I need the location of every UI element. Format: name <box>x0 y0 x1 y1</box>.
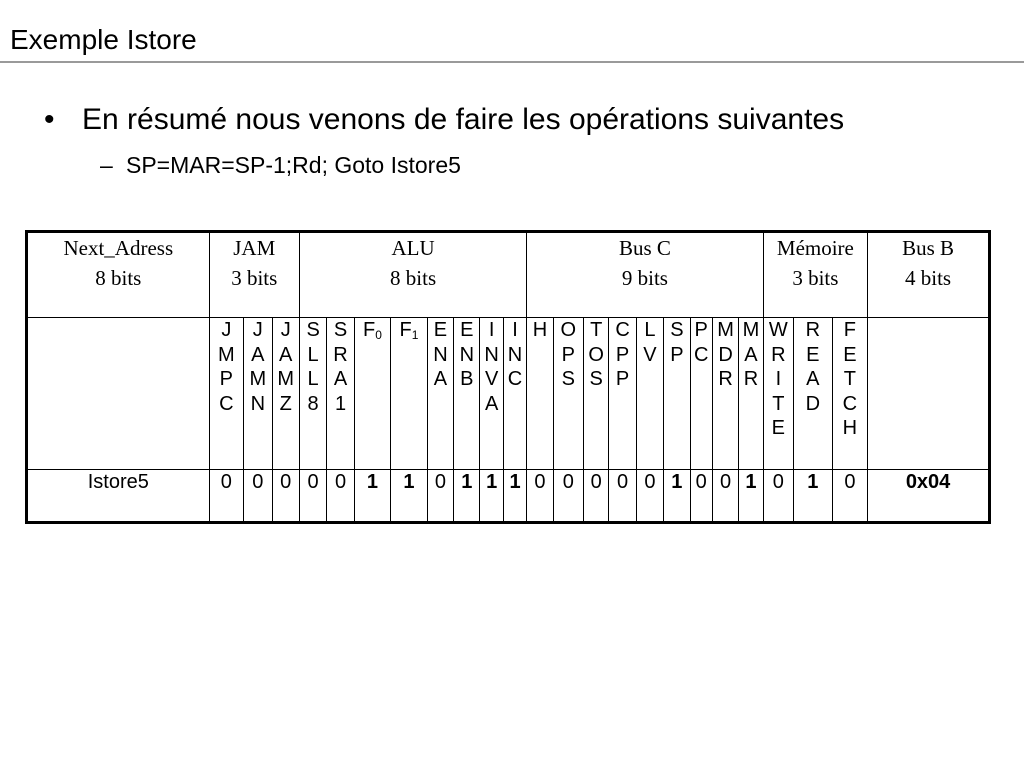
bit-name-letter: N <box>507 343 523 366</box>
bit-name-letter: M <box>249 368 267 390</box>
bit-name-letter: R <box>718 368 733 390</box>
bit-value-cell: 0 <box>584 470 609 523</box>
bit-name-letter: D <box>805 392 821 415</box>
bit-name-cell <box>832 318 868 470</box>
bit-name-letter: N <box>459 343 475 366</box>
bit-name-letter: J <box>221 319 232 341</box>
bit-name-letter: P <box>219 368 234 390</box>
bit-name-letter: P <box>615 343 630 366</box>
bit-name-letter: M <box>717 319 734 341</box>
bit-value-cell: 0 <box>272 470 299 523</box>
bit-name-letter: L <box>307 368 319 390</box>
bit-name-letter: S <box>333 319 348 341</box>
bit-name-letter: I <box>775 368 782 390</box>
bus-b-value: 0x04 <box>868 470 990 523</box>
bit-name-letter: E <box>460 319 474 341</box>
bit-name-letter: E <box>843 343 857 366</box>
bit-name-cell <box>244 318 272 470</box>
bit-name-letter: 1 <box>334 392 347 415</box>
group-next-address: Next_Adress 8 bits <box>27 232 210 318</box>
bit-name-letter: S <box>561 368 575 390</box>
bit-name-letter: V <box>484 368 499 390</box>
bit-name-cell <box>299 318 326 470</box>
bit-name-letter: E <box>771 417 786 439</box>
bit-name-cell <box>739 318 763 470</box>
bit-name-letter: 8 <box>307 392 319 415</box>
title-divider <box>0 61 1024 63</box>
bit-name-letter: C <box>219 392 234 415</box>
bullet-level-1 <box>44 102 844 138</box>
bit-name-letter: N <box>433 343 448 366</box>
bit-name-letter: R <box>333 343 348 366</box>
bit-value-cell: 0 <box>763 470 793 523</box>
bit-name-letter: R <box>771 343 786 366</box>
bit-value-cell: 1 <box>391 470 428 523</box>
bit-name-letter: S <box>589 368 603 390</box>
bit-name-letter: P <box>670 343 684 366</box>
bit-value-cell: 0 <box>299 470 326 523</box>
bit-name-letter: H <box>532 319 548 341</box>
bit-name-letter: J <box>252 319 263 341</box>
bit-value-cell: 0 <box>427 470 453 523</box>
bit-name-letter: A <box>744 343 758 366</box>
bit-value-cell: 1 <box>354 470 391 523</box>
bit-name-letter: O <box>560 319 577 341</box>
bit-name-letter: C <box>842 392 858 415</box>
bit-name-letter: N <box>484 343 499 366</box>
bit-name-letter: R <box>743 368 759 390</box>
bit-name-letter: R <box>805 319 821 341</box>
bit-name-letter: $F_0$ <box>363 319 382 342</box>
bit-name-letter: A <box>433 368 448 390</box>
bit-name-letter: H <box>842 417 858 439</box>
group-memoire: Mémoire 3 bits <box>763 232 868 318</box>
bit-name-cell <box>794 318 833 470</box>
bullet-mark: • <box>44 103 55 136</box>
sub-bullet-text: SP=MAR=SP-1;Rd; Goto Istore5 <box>126 152 461 178</box>
bit-name-cell <box>209 318 243 470</box>
bit-name-letter: A <box>333 368 348 390</box>
sub-bullet-mark: – <box>100 152 113 178</box>
bit-name-cell <box>636 318 663 470</box>
bit-name-letter: P <box>561 343 575 366</box>
bit-name-letter: T <box>772 392 785 415</box>
bit-name-letter: M <box>742 319 760 341</box>
bit-value-cell: 0 <box>609 470 636 523</box>
bit-value-cell: 0 <box>712 470 738 523</box>
bit-name-letter: B <box>460 368 474 390</box>
bit-name-letter: L <box>307 343 319 366</box>
bit-name-letter: M <box>277 368 295 390</box>
bit-name-letter: O <box>588 343 604 366</box>
bit-name-letter: A <box>806 368 820 390</box>
group-jam: JAM 3 bits <box>209 232 299 318</box>
bit-value-cell: 0 <box>553 470 583 523</box>
bit-value-cell: 0 <box>209 470 243 523</box>
bit-value-cell: 0 <box>244 470 272 523</box>
group-bus-c: Bus C 9 bits <box>527 232 763 318</box>
bit-name-cell <box>503 318 526 470</box>
bit-name-cell <box>664 318 690 470</box>
bit-name-letter: A <box>484 392 499 415</box>
bit-name-letter: T <box>843 368 856 390</box>
row-label: Istore5 <box>27 470 210 523</box>
slide-title: Exemple Istore <box>10 24 197 55</box>
bit-name-cell <box>527 318 553 470</box>
bit-name-cell <box>391 318 428 470</box>
bit-value-cell: 1 <box>739 470 763 523</box>
bit-name-letter: A <box>251 343 265 366</box>
bit-value-cell: 1 <box>503 470 526 523</box>
bit-name-row <box>27 318 990 470</box>
bit-name-cell <box>427 318 453 470</box>
bit-name-cell <box>712 318 738 470</box>
bit-value-cell: 0 <box>690 470 712 523</box>
bit-name-letter: E <box>433 319 448 341</box>
bit-name-cell <box>553 318 583 470</box>
group-header-row <box>27 232 990 318</box>
bit-name-letter: S <box>306 319 320 341</box>
bit-value-cell: 1 <box>794 470 833 523</box>
bit-name-letter: I <box>488 319 495 341</box>
bit-name-letter: M <box>218 343 235 366</box>
bit-name-letter: J <box>280 319 291 341</box>
bit-value-cell: 0 <box>636 470 663 523</box>
bit-name-cell <box>454 318 480 470</box>
bit-name-letter: V <box>643 343 657 366</box>
bit-name-letter: A <box>279 343 293 366</box>
bit-name-letter: P <box>694 319 708 341</box>
bit-name-empty-cell <box>27 318 210 470</box>
bit-name-letter: C <box>507 368 523 390</box>
bit-name-cell <box>327 318 354 470</box>
istore5-row <box>27 470 990 523</box>
bit-name-letter: C <box>615 319 630 341</box>
bit-name-letter: N <box>250 392 266 415</box>
bit-value-cell: 1 <box>480 470 503 523</box>
bit-name-letter: W <box>768 319 788 341</box>
group-bus-b: Bus B 4 bits <box>868 232 990 318</box>
bus-b-name-empty-cell <box>868 318 990 470</box>
bit-name-letter: T <box>590 319 603 341</box>
bit-name-letter: E <box>806 343 820 366</box>
bit-name-cell <box>609 318 636 470</box>
bit-name-letter: Z <box>279 392 292 415</box>
bit-value-cell: 1 <box>664 470 690 523</box>
group-alu: ALU 8 bits <box>299 232 526 318</box>
bit-name-letter: I <box>512 319 518 341</box>
bit-name-cell <box>272 318 299 470</box>
bit-name-cell <box>763 318 793 470</box>
bit-value-cell: 0 <box>527 470 553 523</box>
bit-name-letter: P <box>615 368 630 390</box>
bit-value-cell: 0 <box>832 470 868 523</box>
bit-name-cell <box>690 318 712 470</box>
bullet-text: En résumé nous venons de faire les opérations suivantes <box>82 103 845 136</box>
bullet-level-2 <box>100 150 461 180</box>
bit-name-letter: $F_1$ <box>399 319 419 342</box>
bit-name-letter: C <box>693 343 709 366</box>
bit-name-letter: F <box>843 319 856 341</box>
bit-name-cell <box>354 318 391 470</box>
bit-name-cell <box>480 318 503 470</box>
bit-name-letter: D <box>718 343 733 366</box>
bit-value-cell: 1 <box>454 470 480 523</box>
bit-name-letter: S <box>670 319 684 341</box>
microinstruction-table <box>25 230 991 524</box>
bit-value-cell: 0 <box>327 470 354 523</box>
bit-name-letter: L <box>644 319 656 341</box>
bit-name-cell <box>584 318 609 470</box>
